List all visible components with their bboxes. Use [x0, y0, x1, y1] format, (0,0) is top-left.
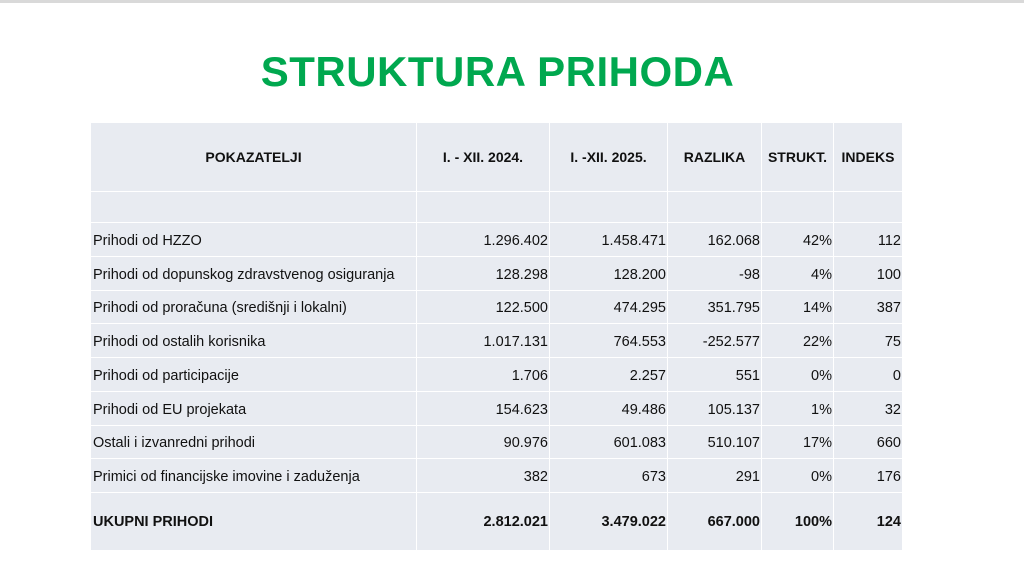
value-razlika: 105.137	[668, 392, 762, 426]
value-2025: 764.553	[550, 324, 668, 358]
value-indeks: 176	[834, 459, 903, 493]
value-indeks: 75	[834, 324, 903, 358]
table-row	[91, 223, 903, 257]
value-razlika: 162.068	[668, 223, 762, 257]
header-razlika: RAZLIKA	[668, 123, 762, 192]
value-razlika: 551	[668, 358, 762, 392]
value-2024: 122.500	[417, 291, 550, 325]
header-indeks: INDEKS	[834, 123, 903, 192]
value-2024: 382	[417, 459, 550, 493]
value-2025: 2.257	[550, 358, 668, 392]
row-label: Primici od financijske imovine i zaduženja	[91, 459, 417, 493]
value-2025: 49.486	[550, 392, 668, 426]
table-row	[91, 257, 903, 291]
value-2025: 673	[550, 459, 668, 493]
total-value-2024: 2.812.021	[417, 493, 550, 551]
value-strukt: 14%	[762, 291, 834, 325]
table-row	[91, 324, 903, 358]
value-indeks: 660	[834, 426, 903, 460]
value-2024: 1.017.131	[417, 324, 550, 358]
value-indeks: 100	[834, 257, 903, 291]
total-value-razlika: 667.000	[668, 493, 762, 551]
value-2024: 90.976	[417, 426, 550, 460]
row-label: Prihodi od dopunskog zdravstvenog osiguranja	[91, 257, 417, 291]
value-strukt: 22%	[762, 324, 834, 358]
spacer-row	[91, 192, 903, 223]
total-value-strukt: 100%	[762, 493, 834, 551]
value-razlika: -98	[668, 257, 762, 291]
value-2024: 1.296.402	[417, 223, 550, 257]
total-row	[91, 493, 903, 551]
row-label: Prihodi od participacije	[91, 358, 417, 392]
row-label: Prihodi od proračuna (središnji i lokalni)	[91, 291, 417, 325]
header-2025: I. -XII. 2025.	[550, 123, 668, 192]
value-strukt: 42%	[762, 223, 834, 257]
header-strukt: STRUKT.	[762, 123, 834, 192]
value-razlika: -252.577	[668, 324, 762, 358]
page-title: STRUKTURA PRIHODA	[260, 48, 735, 95]
value-razlika: 510.107	[668, 426, 762, 460]
value-strukt: 4%	[762, 257, 834, 291]
total-value-indeks: 124	[834, 493, 903, 551]
value-2024: 1.706	[417, 358, 550, 392]
value-2024: 154.623	[417, 392, 550, 426]
value-indeks: 387	[834, 291, 903, 325]
value-razlika: 351.795	[668, 291, 762, 325]
value-2025: 1.458.471	[550, 223, 668, 257]
value-2025: 601.083	[550, 426, 668, 460]
value-indeks: 0	[834, 358, 903, 392]
row-label: Prihodi od EU projekata	[91, 392, 417, 426]
value-indeks: 112	[834, 223, 903, 257]
value-2025: 128.200	[550, 257, 668, 291]
table-row	[91, 459, 903, 493]
total-row-label: UKUPNI PRIHODI	[91, 493, 417, 551]
table-row	[91, 358, 903, 392]
value-strukt: 1%	[762, 392, 834, 426]
header-2024: I. - XII. 2024.	[417, 123, 550, 192]
table-row	[91, 426, 903, 460]
value-strukt: 17%	[762, 426, 834, 460]
value-2024: 128.298	[417, 257, 550, 291]
value-strukt: 0%	[762, 459, 834, 493]
value-2025: 474.295	[550, 291, 668, 325]
row-label: Prihodi od ostalih korisnika	[91, 324, 417, 358]
value-razlika: 291	[668, 459, 762, 493]
table-row	[91, 291, 903, 325]
table-header-row	[91, 123, 903, 192]
row-label: Prihodi od HZZO	[91, 223, 417, 257]
value-strukt: 0%	[762, 358, 834, 392]
revenue-structure-table	[91, 123, 903, 551]
table-row	[91, 392, 903, 426]
header-pokazatelji: POKAZATELJI	[91, 123, 417, 192]
value-indeks: 32	[834, 392, 903, 426]
top-divider	[0, 0, 1024, 3]
row-label: Ostali i izvanredni prihodi	[91, 426, 417, 460]
total-value-2025: 3.479.022	[550, 493, 668, 551]
